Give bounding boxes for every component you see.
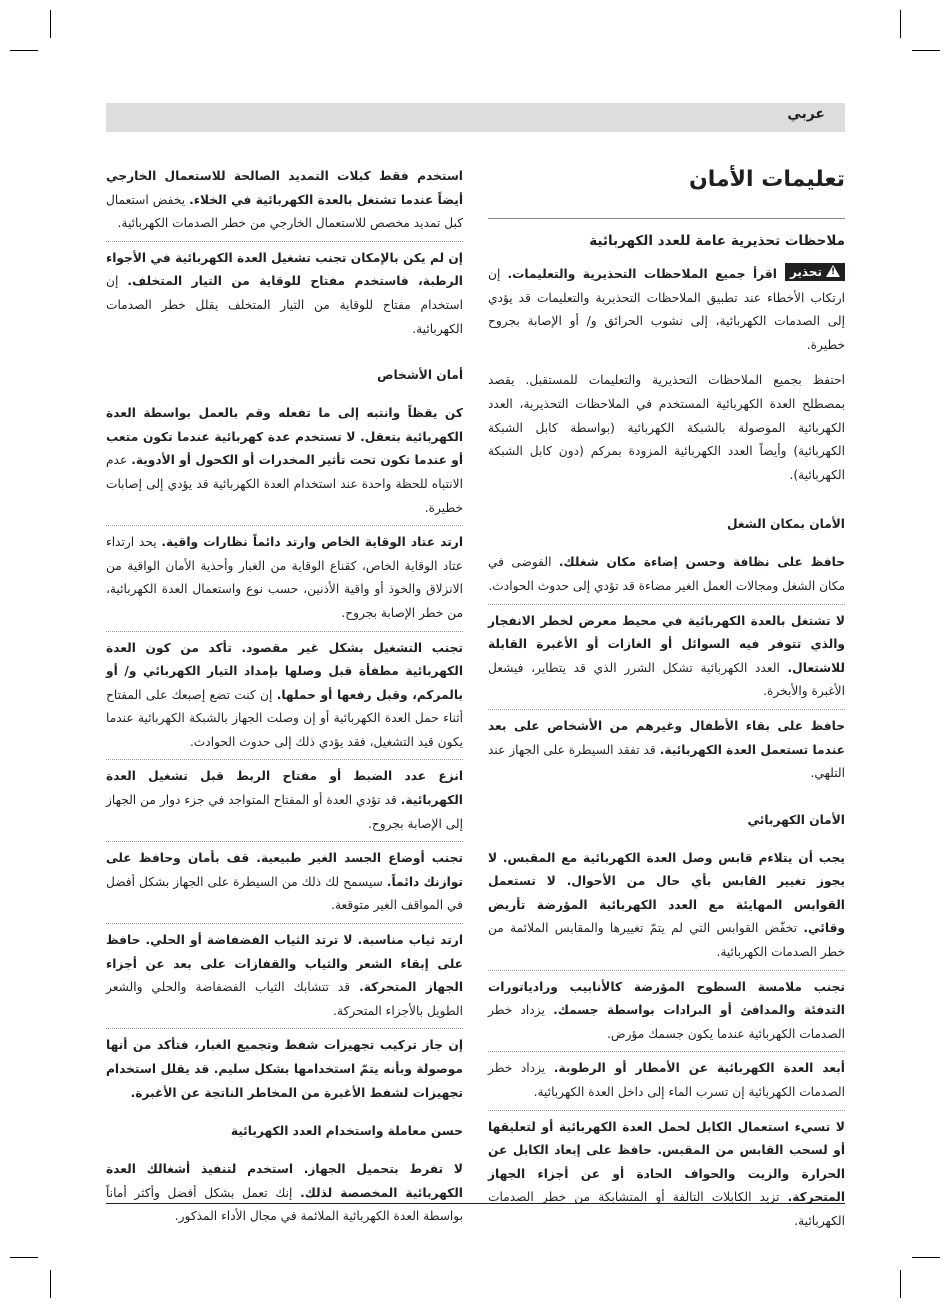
warning-badge: ! تحذير: [785, 263, 845, 281]
safety-instruction: [106, 1153, 463, 1234]
instruction-text: تزيد الكابلات التالفة أو المتشابكة من خطر الصدمات الكهربائية.: [488, 1190, 845, 1228]
instruction-text: العدد الكهربائية تشكل الشرر الذي قد يتطاير، فيشعل الأغبرة والأبخرة.: [488, 660, 845, 699]
divider: [488, 218, 845, 219]
workplace-heading: الأمان بمكان الشغل: [727, 517, 845, 532]
instruction-bold: لا تسيء استعمال الكابل لحمل العدة الكهربائية أو لتعليقها أو لسحب القابس من المقبس. حافظ على إبعاد الكابل عن الحرارة والزيت والحواف الحادة أو عن أجزاء الجهاز المتحركة.: [488, 1119, 845, 1205]
safety-instruction: [106, 526, 463, 631]
electrical-continued-list: [106, 160, 463, 346]
safety-instruction: [488, 1111, 845, 1239]
instruction-bold: ارتد ثياب مناسبة. لا ترتد الثياب الفضفاضة أو الحلي. حافظ على إبقاء الشعر والثياب والقفازات على بعد عن أجزاء الجهاز المتحركة.: [106, 933, 463, 995]
safety-instruction: [488, 546, 845, 604]
instruction-bold: يجب أن يتلاءم قابس وصل العدة الكهربائية مع المقبس. لا يجوز تغيير القابس بأي حال من الأحوال. لا تستعمل القوابس المهايئة مع العدد الكهربائية المؤرضة تأريض وقائي.: [488, 850, 845, 936]
warning-bold: اقرأ جميع الملاحظات التحذيرية والتعليمات.: [507, 267, 777, 281]
crop-mark: [10, 1257, 38, 1258]
safety-instruction: [488, 710, 845, 791]
left-column: [106, 160, 463, 1234]
instruction-text: تخفّض القوابس التي لم يتمّ تغييرها والمقابس الملائمة من خطر الصدمات الكهربائية.: [488, 921, 845, 960]
language-label: عربي: [787, 106, 825, 122]
section-subtitle: ملاحظات تحذيرية عامة للعدد الكهربائية: [589, 233, 845, 249]
safety-instruction: [106, 1029, 463, 1110]
instruction-text: إن كنت تضع إصبعك على المفتاح أثناء حمل العدة الكهربائية أو إن وصلت الجهاز بالشبكة الكهربائية عندما يكون قيد التشغيل، فقد يؤدي ذلك إلى حدوث الحوادث.: [106, 687, 463, 749]
safety-instruction: [106, 760, 463, 842]
instruction-text: يزداد خطر الصدمات الكهربائية إن تسرب الماء إلى داخل العدة الكهربائية.: [488, 1061, 845, 1100]
instruction-text: الفوضى في مكان الشغل ومجالات العمل الغير مضاءة قد تؤدي إلى حدوث الحوادث.: [488, 555, 845, 593]
crop-mark: [912, 50, 940, 51]
safety-instruction: [106, 160, 463, 242]
safety-instruction: [488, 605, 845, 710]
instruction-bold: حافظ على بقاء الأطفال وغيرهم من الأشخاص على بعد عندما تستعمل العدة الكهربائية.: [488, 718, 845, 757]
crop-mark: [50, 10, 51, 38]
safety-instruction: [106, 842, 463, 924]
crop-mark: [900, 1270, 901, 1298]
safety-instruction: [488, 971, 845, 1053]
instruction-bold: لا تفرط بتحميل الجهاز. استخدم لتنفيذ أشغالك العدة الكهربائية المخصصة لذلك.: [106, 1162, 463, 1200]
crop-mark: [50, 1270, 51, 1298]
right-column: [488, 160, 845, 1239]
crop-mark: [912, 1257, 940, 1258]
instruction-text: قد تتشابك الثياب الفضفاضة والحلي والشعر الطويل بالأجزاء المتحركة.: [106, 980, 463, 1018]
workplace-list: [488, 546, 845, 790]
safety-instruction: [106, 242, 463, 346]
personal-safety-heading: أمان الأشخاص: [377, 368, 463, 383]
instruction-text: يحد ارتداء عتاد الوقاية الخاص، كقناع الوقاية من الغبار وأحذية الأمان الواقية من الانزلاق والخوذ أو واقية الأذنين، حسب نوع واستعمال العدة الكهربائية، من خطر الإصابة بجروح.: [106, 535, 463, 620]
instruction-bold: انزع عدد الضبط أو مفتاح الربط قبل تشغيل العدة الكهربائية.: [106, 769, 463, 808]
crop-mark: [900, 10, 901, 38]
instruction-bold: تجنب التشغيل بشكل غير مقصود. تأكد من كون العدة الكهربائية مطفأة قبل وصلها بإمداد التيار الكهربائي و/ أو بالمركم، وقبل رفعها أو حملها.: [106, 640, 463, 702]
handling-heading: حسن معاملة واستخدام العدد الكهربائية: [230, 1124, 463, 1139]
personal-safety-list: [106, 397, 463, 1110]
instruction-bold: إن لم يكن بالإمكان تجنب تشغيل العدة الكهربائية في الأجواء الرطبة، فاستخدم مفتاح للوقاية من التيار المتخلف.: [106, 250, 463, 289]
instruction-text: قد تفقد السيطرة على الجهاز عند التلهي.: [488, 742, 845, 781]
instruction-bold: إن جاز تركيب تجهيزات شفط وتجميع الغبار، فتأكد من أنها موصولة وبأنه يتمّ استخدامها بشكل سليم. قد يقلل استخدام تجهيزات لشفط الأغبرة من المخاطر الناتجة عن الأغبرة.: [106, 1038, 463, 1100]
warning-paragraph: [488, 263, 845, 357]
safety-instruction: [106, 397, 463, 526]
warning-triangle-icon: !: [826, 265, 840, 277]
keep-instructions-paragraph: احتفظ بجميع الملاحظات التحذيرية والتعليمات للمستقبل. يقصد بمصطلح العدة الكهربائية المستخدم في الملاحظات التحذيرية، العدد الكهربائية الموصولة بالشبكة الكهربائية (بواسطة كابل الشبكة الكهربائية) وأيضاً العدد الكهربائية المزودة بمركم (دون كابل الشبكة الكهربائية).: [488, 373, 845, 482]
safety-instruction: [106, 924, 463, 1029]
instruction-text: عدم الانتباه للحظة واحدة عند استخدام العدة الكهربائية قد يؤدي إلى إصابات خطيرة.: [106, 453, 463, 515]
handling-list: [106, 1153, 463, 1234]
safety-instruction: [488, 1052, 845, 1110]
instruction-bold: تجنب أوضاع الجسد الغير طبيعية. قف بأمان وحافظ على توازنك دائماً.: [106, 851, 464, 889]
instruction-bold: لا تشتغل بالعدة الكهربائية في محيط معرض لخطر الانفجار والذي تتوفر فيه السوائل أو الغازات أو الأغبرة القابلة للاشتعال.: [488, 613, 845, 675]
instruction-bold: حافظ على نظافة وحسن إضاءة مكان شغلك.: [558, 555, 845, 570]
electrical-list: [488, 842, 845, 1239]
electrical-heading: الأمان الكهربائي: [747, 812, 845, 827]
instruction-bold: كن يقظاً وانتبه إلى ما تفعله وقم بالعمل بواسطة العدة الكهربائية بتعقل. لا تستخدم عدة كهربائية عندما تكون متعب أو عندما تكون تحت تأثير المخدرات أو الكحول أو الأدوية.: [106, 406, 464, 468]
safety-instruction: [106, 632, 463, 761]
instruction-bold: ارتد عتاد الوقاية الخاص وارتد دائماً نظارات واقية.: [161, 535, 464, 550]
instruction-bold: استخدم فقط كبلات التمديد الصالحة للاستعمال الخارجي أيضاً عندما تشتغل بالعدة الكهربائية في الخلاء.: [106, 169, 464, 207]
instruction-bold: أبعد العدة الكهربائية عن الأمطار أو الرطوبة.: [553, 1061, 845, 1076]
instruction-text: قد تؤدي العدة أو المفتاح المتواجد في جزء دوار من الجهاز إلى الإصابة بجروح.: [106, 793, 463, 831]
crop-mark: [10, 50, 38, 51]
warning-text: إن ارتكاب الأخطاء عند تطبيق الملاحظات التحذيرية والتعليمات قد يؤدي إلى الصدمات الكهربائية، إلى نشوب الحرائق و/ أو الإصابة بجروح خطيرة.: [488, 267, 845, 352]
language-bar: [106, 103, 845, 132]
instruction-text: يزداد خطر الصدمات الكهربائية عندما يكون جسمك مؤرض.: [488, 1003, 845, 1041]
instruction-text: إن استخدام مفتاح للوقاية من التيار المتخلف يقلل خطر الصدمات الكهربائية.: [106, 274, 463, 336]
safety-instruction: [488, 842, 845, 971]
instruction-bold: تجنب ملامسة السطوح المؤرضة كالأنابيب ورادياتورات التدفئة والمدافئ أو البرادات بواسطة جسمك.: [488, 979, 845, 1018]
instruction-text: إنك تعمل بشكل أفضل وأكثر أماناً بواسطة العدة الكهربائية الملائمة في مجال الأداء المذكور.: [106, 1185, 463, 1224]
instruction-text: يخفض استعمال كبل تمديد مخصص للاستعمال الخارجي من خطر الصدمات الكهربائية.: [106, 192, 463, 231]
instruction-text: سيسمح لك ذلك من السيطرة على الجهاز بشكل أفضل في المواقف الغير متوقعة.: [106, 874, 463, 913]
page-title: تعليمات الأمان: [689, 167, 845, 192]
bottom-divider: [106, 1203, 845, 1204]
